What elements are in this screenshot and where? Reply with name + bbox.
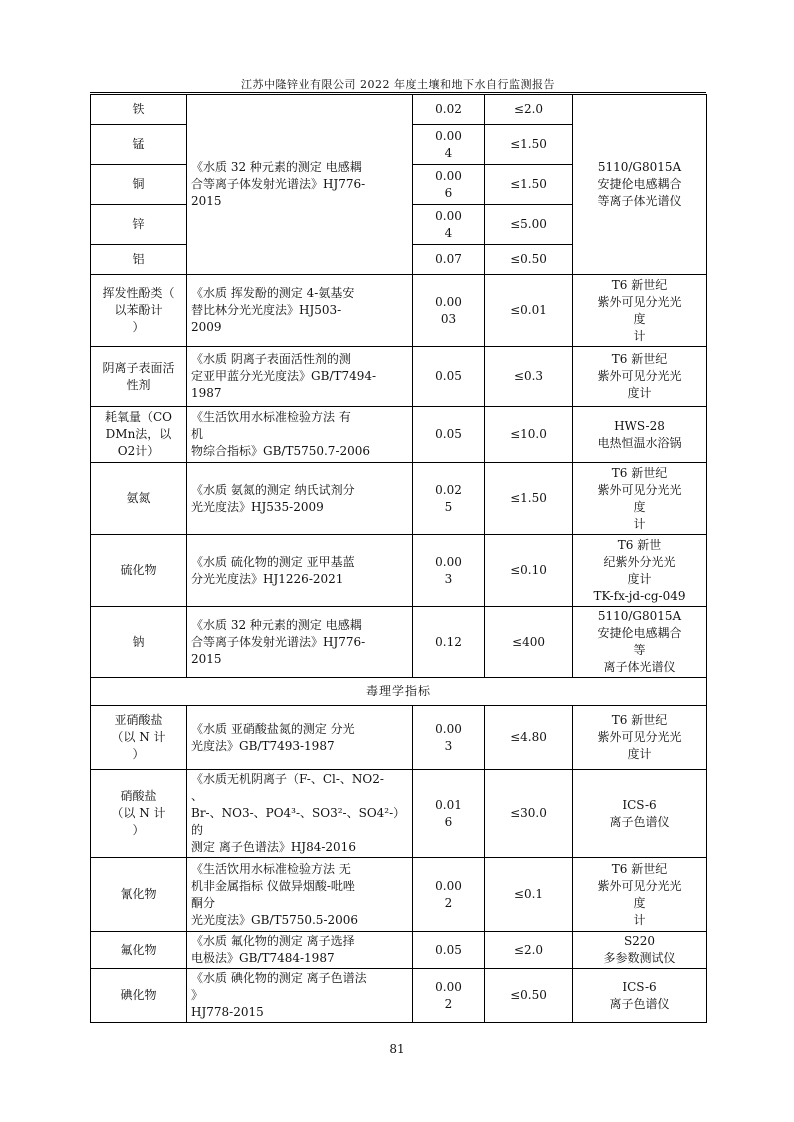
table-row — [91, 969, 707, 1023]
detection-limit-cell: 0.00 6 — [413, 165, 485, 205]
instrument-cell: ICS-6 离子色谱仪 — [573, 770, 707, 858]
detection-limit-cell: 0.05 — [413, 932, 485, 969]
detection-limit-cell: 0.00 4 — [413, 125, 485, 165]
item-cell: 铝 — [91, 245, 187, 275]
standard-limit-cell: ≤0.1 — [485, 858, 573, 932]
method-cell: 《水质 亚硝酸盐氮的测定 分光 光度法》GB/T7493-1987 — [187, 706, 413, 770]
standard-limit-cell: ≤2.0 — [485, 932, 573, 969]
table-row — [91, 607, 707, 678]
instrument-cell: T6 新世纪 紫外可见分光光 度 计 — [573, 858, 707, 932]
table-row — [91, 858, 707, 932]
standard-limit-cell: ≤0.3 — [485, 347, 573, 407]
instrument-cell: T6 新世纪 紫外可见分光光 度计 — [573, 347, 707, 407]
item-cell: 碘化物 — [91, 969, 187, 1023]
item-cell: 阴离子表面活 性剂 — [91, 347, 187, 407]
report-header: 江苏中隆锌业有限公司 2022 年度土壤和地下水自行监测报告 — [241, 78, 555, 91]
detection-limit-cell: 0.01 6 — [413, 770, 485, 858]
method-cell: 《水质 挥发酚的测定 4-氨基安 替比林分光光度法》HJ503- 2009 — [187, 275, 413, 347]
item-cell: 亚硝酸盐 （以 N 计 ） — [91, 706, 187, 770]
standard-limit-cell: ≤1.50 — [485, 463, 573, 535]
section-title-toxicology: 毒理学指标 — [91, 678, 707, 706]
method-cell: 《水质 硫化物的测定 亚甲基蓝 分光光度法》HJ1226-2021 — [187, 535, 413, 607]
detection-limit-cell: 0.00 4 — [413, 205, 485, 245]
method-cell: 《生活饮用水标准检验方法 有 机 物综合指标》GB/T5750.7-2006 — [187, 407, 413, 463]
method-cell: 《生活饮用水标准检验方法 无 机非金属指标 仪做异烟酸-吡唑 酮分 光光度法》GB/T5750.5-2006 — [187, 858, 413, 932]
table-row — [91, 95, 707, 125]
detection-limit-cell: 0.00 2 — [413, 858, 485, 932]
item-cell: 锰 — [91, 125, 187, 165]
table-row — [91, 932, 707, 969]
standard-limit-cell: ≤0.50 — [485, 245, 573, 275]
table-row — [91, 275, 707, 347]
standard-limit-cell: ≤2.0 — [485, 95, 573, 125]
detection-limit-cell: 0.12 — [413, 607, 485, 678]
standard-limit-cell: ≤400 — [485, 607, 573, 678]
standard-limit-cell: ≤1.50 — [485, 125, 573, 165]
table-row — [91, 535, 707, 607]
table-row — [91, 407, 707, 463]
item-cell: 氰化物 — [91, 858, 187, 932]
header-rule — [90, 92, 706, 93]
table-row — [91, 347, 707, 407]
table-row — [91, 463, 707, 535]
page-number: 81 — [389, 1042, 405, 1056]
detection-limit-cell: 0.00 2 — [413, 969, 485, 1023]
standard-limit-cell: ≤1.50 — [485, 165, 573, 205]
item-cell: 氟化物 — [91, 932, 187, 969]
method-cell-metals: 《水质 32 种元素的测定 电感耦 合等离子体发射光谱法》HJ776- 2015 — [187, 95, 413, 275]
detection-limit-cell: 0.02 5 — [413, 463, 485, 535]
standard-limit-cell: ≤0.10 — [485, 535, 573, 607]
instrument-cell: T6 新世纪 紫外可见分光光 度计 — [573, 706, 707, 770]
method-cell: 《水质 阴离子表面活性剂的测 定亚甲蓝分光光度法》GB/T7494- 1987 — [187, 347, 413, 407]
instrument-cell: 5110/G8015A 安捷伦电感耦合 等 离子体光谱仪 — [573, 607, 707, 678]
item-cell: 硝酸盐 （以 N 计 ） — [91, 770, 187, 858]
instrument-cell-metals: 5110/G8015A 安捷伦电感耦合 等离子体光谱仪 — [573, 95, 707, 275]
instrument-cell: S220 多参数测试仪 — [573, 932, 707, 969]
detection-limit-cell: 0.00 03 — [413, 275, 485, 347]
instrument-cell: T6 新世 纪紫外分光光 度计 TK-fx-jd-cg-049 — [573, 535, 707, 607]
standard-limit-cell: ≤30.0 — [485, 770, 573, 858]
method-cell: 《水质 氨氮的测定 纳氏试剂分 光光度法》HJ535-2009 — [187, 463, 413, 535]
item-cell: 钠 — [91, 607, 187, 678]
table-row — [91, 770, 707, 858]
detection-limit-cell: 0.02 — [413, 95, 485, 125]
item-cell: 氨氮 — [91, 463, 187, 535]
section-row — [91, 678, 707, 706]
standard-limit-cell: ≤4.80 — [485, 706, 573, 770]
detection-limit-cell: 0.00 3 — [413, 706, 485, 770]
item-cell: 耗氧量（CO DMn法，以 O2计） — [91, 407, 187, 463]
method-cell: 《水质无机阴离子（F-、Cl-、NO2- 、 Br-、NO3-、PO4³-、SO3²-、SO4²-） 的 测定 离子色谱法》HJ84-2016 — [187, 770, 413, 858]
item-cell: 铁 — [91, 95, 187, 125]
monitoring-methods-table — [90, 94, 707, 1023]
method-cell: 《水质 32 种元素的测定 电感耦 合等离子体发射光谱法》HJ776- 2015 — [187, 607, 413, 678]
item-cell: 挥发性酚类（ 以苯酚计 ） — [91, 275, 187, 347]
detection-limit-cell: 0.05 — [413, 407, 485, 463]
item-cell: 硫化物 — [91, 535, 187, 607]
method-cell: 《水质 碘化物的测定 离子色谱法 》 HJ778-2015 — [187, 969, 413, 1023]
instrument-cell: ICS-6 离子色谱仪 — [573, 969, 707, 1023]
standard-limit-cell: ≤0.01 — [485, 275, 573, 347]
detection-limit-cell: 0.00 3 — [413, 535, 485, 607]
detection-limit-cell: 0.05 — [413, 347, 485, 407]
instrument-cell: T6 新世纪 紫外可见分光光 度 计 — [573, 463, 707, 535]
detection-limit-cell: 0.07 — [413, 245, 485, 275]
item-cell: 锌 — [91, 205, 187, 245]
instrument-cell: HWS-28 电热恒温水浴锅 — [573, 407, 707, 463]
table-row — [91, 706, 707, 770]
method-cell: 《水质 氟化物的测定 离子选择 电极法》GB/T7484-1987 — [187, 932, 413, 969]
instrument-cell: T6 新世纪 紫外可见分光光 度 计 — [573, 275, 707, 347]
item-cell: 铜 — [91, 165, 187, 205]
standard-limit-cell: ≤5.00 — [485, 205, 573, 245]
standard-limit-cell: ≤0.50 — [485, 969, 573, 1023]
standard-limit-cell: ≤10.0 — [485, 407, 573, 463]
